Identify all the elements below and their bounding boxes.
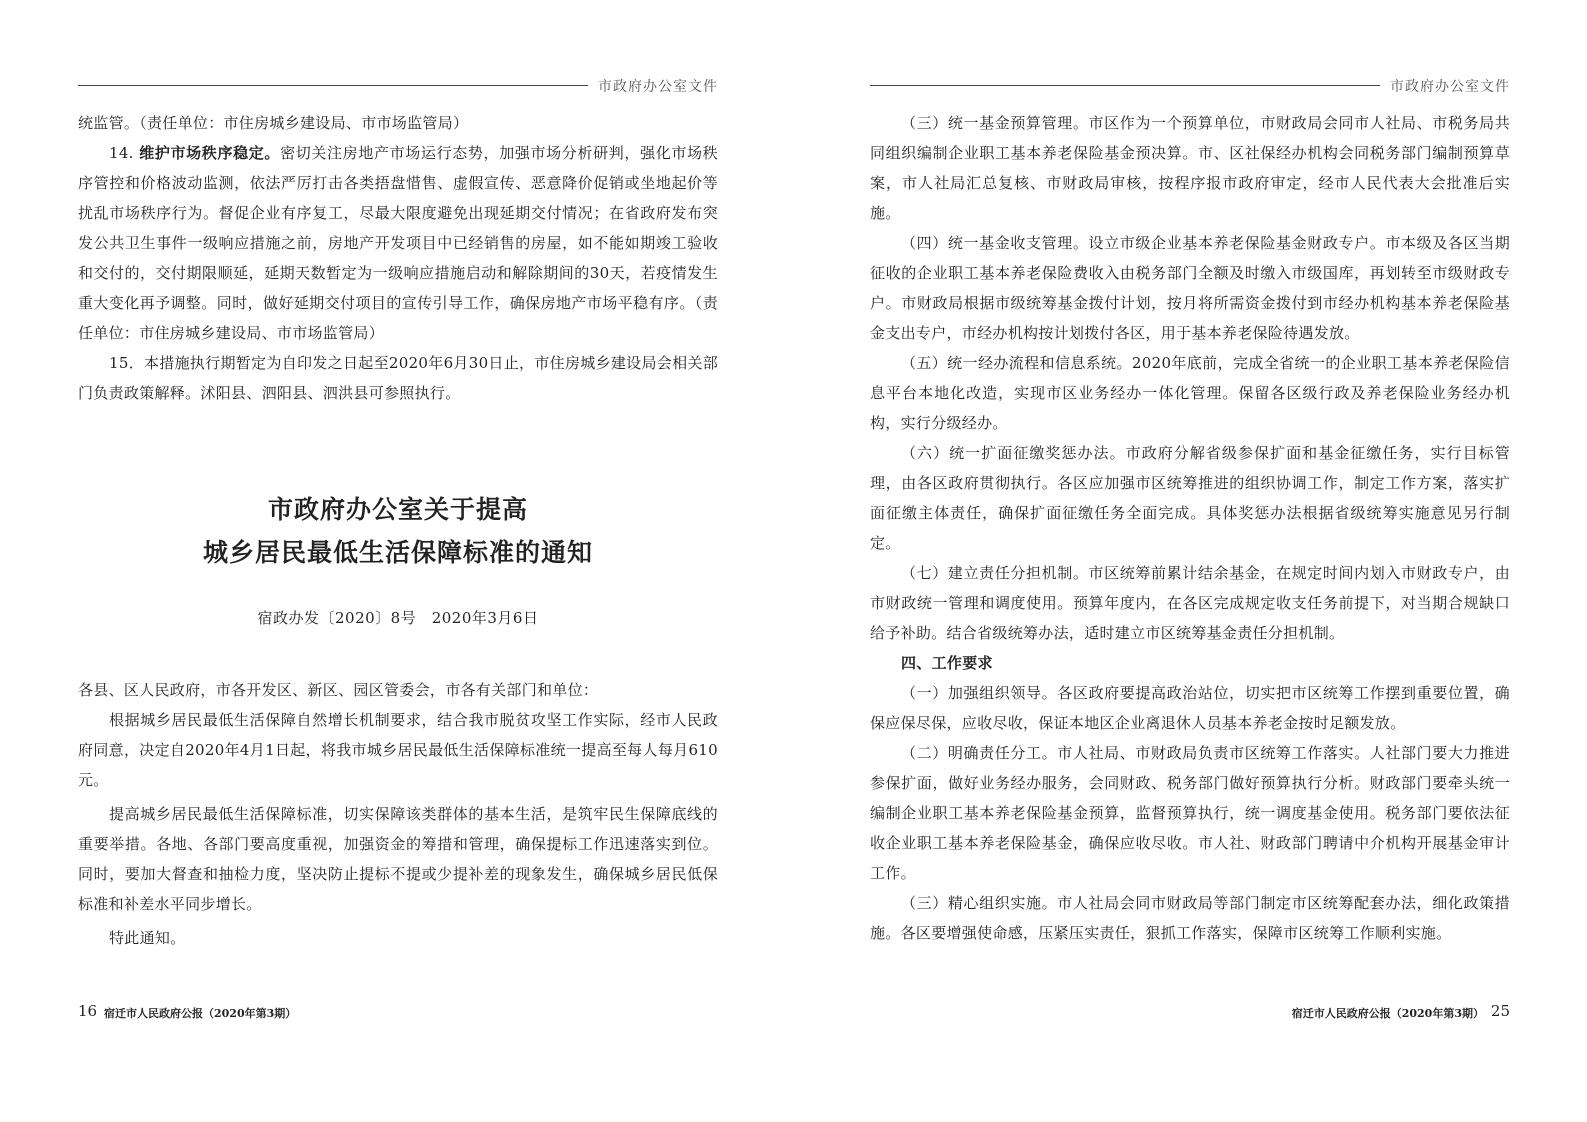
paragraph-heading: （五）统一经办流程和信息系统。 <box>901 354 1132 372</box>
header-text: 市政府办公室文件 <box>1390 79 1510 95</box>
paragraph-implementation <box>870 888 1510 948</box>
notice-title <box>78 488 718 574</box>
item-number: 14. <box>109 144 134 162</box>
page-number: 16 <box>78 1002 98 1020</box>
paragraph-heading: （六）统一扩面征缴奖惩办法。 <box>901 444 1126 462</box>
right-header <box>870 76 1510 96</box>
item-text: 密切关注房地产市场运行态势，加强市场分析研判，强化市场秩序管控和价格波动监测，依法严厉打击各类捂盘惜售、虚假宣传、恶意降价促销或坐地起价等扰乱市场秩序行为。督促企业有序复工，尽最大限度避免出现延期交付情况；在省政府发布突发公共卫生事件一级响应措施之前，房地产开发项目中已经销售的房屋，如不能如期竣工验收和交付的，交付期限顺延，延期天数暂定为一级响应措施启动和解除期间的30天，若疫情发生重大变化再予调整。同时，做好延期交付项目的宣传引导工作，确保房地产市场平稳有序。（责任单位：市住房城乡建设局、市市场监管局） <box>78 144 718 342</box>
paragraph-text: 市区统筹前累计结余基金，在规定时间内划入市财政专户，由市财政统一管理和调度使用。预算年度内，在各区完成规定收支任务前提下，对当期合规缺口给予补助。结合省级统筹办法，适时建立市区统筹基金责任分担机制。 <box>870 564 1510 642</box>
paragraph-responsibility <box>870 558 1510 648</box>
section-heading: 四、工作要求 <box>901 654 993 672</box>
paragraph-heading: （四）统一基金收支管理。 <box>901 234 1089 252</box>
paragraph-incentive <box>870 438 1510 558</box>
paragraph-division <box>870 738 1510 888</box>
notice-paragraph-2: 提高城乡居民最低生活保障标准，切实保障该类群体的基本生活，是筑牢民生保障底线的重要举措。各地、各部门要高度重视，加强资金的筹措和管理，确保提标工作迅速落实到位。同时，要加大督查和抽检力度，坚决防止提标不提或少提补差的现象发生，确保城乡居民低保标准和补差水平同步增长。 <box>78 805 718 913</box>
left-footer <box>78 1000 718 1024</box>
left-body <box>78 108 718 408</box>
publication-name: 宿迁市人民政府公报（2020年第3期） <box>1291 1007 1484 1020</box>
paragraph-text: 市人社局会同市财政局等部门制定市区统筹配套办法，细化政策措施。各区要增强使命感，压紧压实责任，狠抓工作落实，保障市区统筹工作顺利实施。 <box>870 894 1510 942</box>
document-number: 宿政办发〔2020〕8号 2020年3月6日 <box>257 609 539 627</box>
paragraph-budget <box>870 108 1510 228</box>
publication-name: 宿迁市人民政府公报（2020年第3期） <box>104 1007 297 1020</box>
left-header <box>78 76 718 96</box>
notice-body <box>78 675 718 953</box>
right-footer <box>870 1000 1510 1024</box>
paragraph-text: 市区作为一个预算单位，市财政局会同市人社局、市税务局共同组织编制企业职工基本养老保险基金预决算。市、区社保经办机构会同税务部门编制预算草案，市人社局汇总复核、市财政局审核，按程序报市政府审定，经市人民代表大会批准后实施。 <box>870 114 1510 222</box>
paragraph-heading: （三）精心组织实施。 <box>901 894 1058 912</box>
paragraph-item-15: 15．本措施执行期暂定为自印发之日起至2020年6月30日止，市住房城乡建设局会相关部门负责政策解释。沭阳县、泗阳县、泗洪县可参照执行。 <box>78 354 718 402</box>
header-text: 市政府办公室文件 <box>598 79 718 95</box>
paragraph-heading: （二）明确责任分工。 <box>901 744 1058 762</box>
paragraph-process <box>870 348 1510 438</box>
paragraph-text: 2020年底前，完成全省统一的企业职工基本养老保险信息平台本地化改造，实现市区业务经办一体化管理。保留各区级行政及养老保险业务经办机构，实行分级经办。 <box>870 354 1510 432</box>
paragraph-text: 各区政府要提高政治站位，切实把市区统筹工作摆到重要位置，确保应保尽保，应收尽收，保证本地区企业离退休人员基本养老金按时足额发放。 <box>870 684 1510 732</box>
right-page <box>870 0 1510 1122</box>
paragraph-text: 设立市级企业基本养老保险基金财政专户。市本级及各区当期征收的企业职工基本养老保险费收入由税务部门全额及时缴入市级国库，再划转至市级财政专户。市财政局根据市级统筹基金拨付计划，按月将所需资金拨付到市经办机构基本养老保险基金支出专户，市经办机构按计划拨付各区，用于基本养老保险待遇发放。 <box>870 234 1510 342</box>
title-line-1: 市政府办公室关于提高 <box>267 495 528 524</box>
header-rule <box>870 85 1380 86</box>
paragraph-heading: （七）建立责任分担机制。 <box>901 564 1089 582</box>
item-heading: 维护市场秩序稳定。 <box>139 144 281 162</box>
paragraph: 统监管。（责任单位：市住房城乡建设局、市市场监管局） <box>78 114 469 132</box>
page-number: 25 <box>1490 1002 1510 1020</box>
notice-paragraph-1: 根据城乡居民最低生活保障自然增长机制要求，结合我市脱贫攻坚工作实际，经市人民政府同意，决定自2020年4月1日起，将我市城乡居民最低生活保障标准统一提高至每人每月610元。 <box>78 711 718 789</box>
paragraph-item-14 <box>78 138 718 348</box>
closing: 特此通知。 <box>109 929 186 947</box>
right-body <box>870 108 1510 948</box>
salutation: 各县、区人民政府，市各开发区、新区、园区管委会，市各有关部门和单位： <box>78 681 599 699</box>
left-page <box>78 0 718 1122</box>
header-rule <box>78 85 588 86</box>
paragraph-text: 市政府分解省级参保扩面和基金征缴任务，实行目标管理，由各区政府贯彻执行。各区应加强市区统筹推进的组织协调工作，制定工作方案，落实扩面征缴主体责任，确保扩面征缴任务全面完成。具体奖惩办法根据省级统筹实施意见另行制定。 <box>870 444 1511 552</box>
paragraph-heading: （三）统一基金预算管理。 <box>901 114 1089 132</box>
paragraph-revenue <box>870 228 1510 348</box>
paragraph-leadership <box>870 678 1510 738</box>
title-line-2: 城乡居民最低生活保障标准的通知 <box>202 538 593 567</box>
paragraph-heading: （一）加强组织领导。 <box>901 684 1058 702</box>
paragraph-text: 市人社局、市财政局负责市区统筹工作落实。人社部门要大力推进参保扩面，做好业务经办服务，会同财政、税务部门做好预算执行分析。财政部门要牵头统一编制企业职工基本养老保险基金预算，监督预算执行，统一调度基金使用。税务部门要依法征收企业职工基本养老保险基金，确保应收尽收。市人社、财政部门聘请中介机构开展基金审计工作。 <box>870 744 1510 882</box>
